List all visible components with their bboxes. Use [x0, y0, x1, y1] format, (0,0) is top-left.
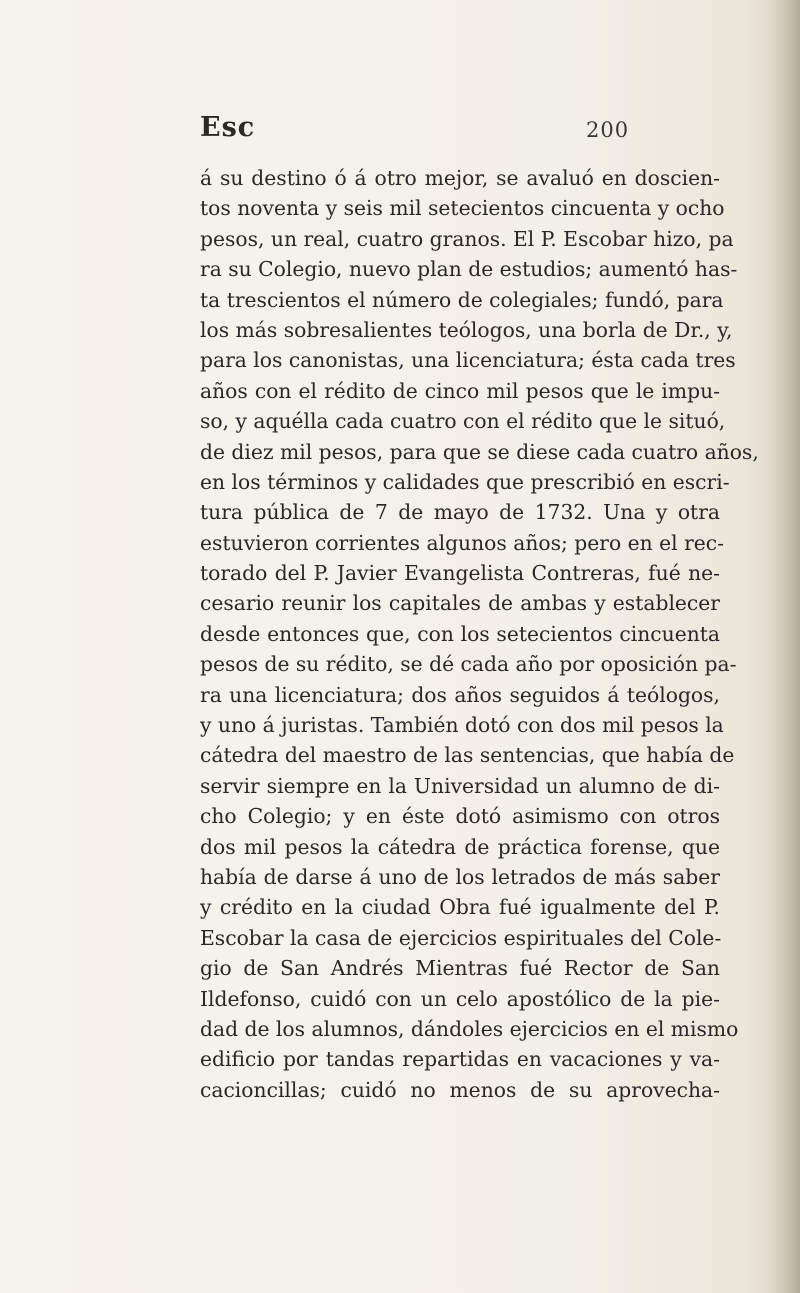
page-number: 200: [586, 118, 630, 142]
text-line: Escobar la casa de ejercicios espirituales del Cole-: [200, 925, 722, 950]
body-text: [200, 163, 759, 1105]
page-header: [200, 112, 630, 152]
text-line: so, y aquélla cada cuatro con el rédito que le situó,: [200, 409, 726, 434]
text-line: dos mil pesos la cátedra de práctica forense, que: [200, 834, 720, 859]
text-line: pesos de su rédito, se dé cada año por oposición pa-: [200, 652, 737, 677]
text-line: ta trescientos el número de colegiales; fundó, para: [200, 287, 724, 312]
text-line: tos noventa y seis mil setecientos cincuenta y ocho: [200, 196, 725, 221]
text-line: cacioncillas; cuidó no menos de su aprovecha-: [200, 1077, 720, 1102]
text-line: y uno á juristas. También dotó con dos mil pesos la: [200, 713, 724, 738]
text-line: ra una licenciatura; dos años seguidos á teólogos,: [200, 682, 720, 707]
text-line: para los canonistas, una licenciatura; ésta cada tres: [200, 348, 736, 373]
text-line: desde entonces que, con los setecientos cincuenta: [200, 621, 720, 646]
text-line: había de darse á uno de los letrados de más saber: [200, 864, 720, 889]
text-line: cátedra del maestro de las sentencias, que había de: [200, 743, 735, 768]
text-line: torado del P. Javier Evangelista Contreras, fué ne-: [200, 561, 720, 586]
text-line: edificio por tandas repartidas en vacaciones y va-: [200, 1047, 720, 1072]
text-line: de diez mil pesos, para que se diese cada cuatro años,: [200, 439, 759, 464]
text-line: Ildefonso, cuidó con un celo apostólico de la pie-: [200, 986, 720, 1011]
text-line: servir siempre en la Universidad un alumno de di-: [200, 773, 720, 798]
text-line: á su destino ó á otro mejor, se avaluó en doscien-: [200, 166, 720, 190]
text-line: en los términos y calidades que prescribió en escri-: [200, 469, 730, 494]
running-head: Esc: [200, 112, 256, 143]
text-line: cho Colegio; y en éste dotó asimismo con otros: [200, 804, 720, 829]
text-line: dad de los alumnos, dándoles ejercicios en el mismo: [200, 1016, 739, 1041]
page-edge-shadow: [766, 0, 800, 1293]
text-line: pesos, un real, cuatro granos. El P. Escobar hizo, pa: [200, 226, 734, 251]
text-line: gio de San Andrés Mientras fué Rector de San: [200, 956, 720, 981]
text-line: tura pública de 7 de mayo de 1732. Una y otra: [200, 500, 720, 525]
text-line: cesario reunir los capitales de ambas y establecer: [200, 591, 720, 616]
text-line: ra su Colegio, nuevo plan de estudios; aumentó has-: [200, 257, 738, 282]
text-line: estuvieron corrientes algunos años; pero en el rec-: [200, 530, 724, 555]
text-line: años con el rédito de cinco mil pesos que le impu-: [200, 378, 720, 403]
text-line: y crédito en la ciudad Obra fué igualmente del P.: [200, 895, 720, 920]
text-line: los más sobresalientes teólogos, una borla de Dr., y,: [200, 317, 733, 342]
